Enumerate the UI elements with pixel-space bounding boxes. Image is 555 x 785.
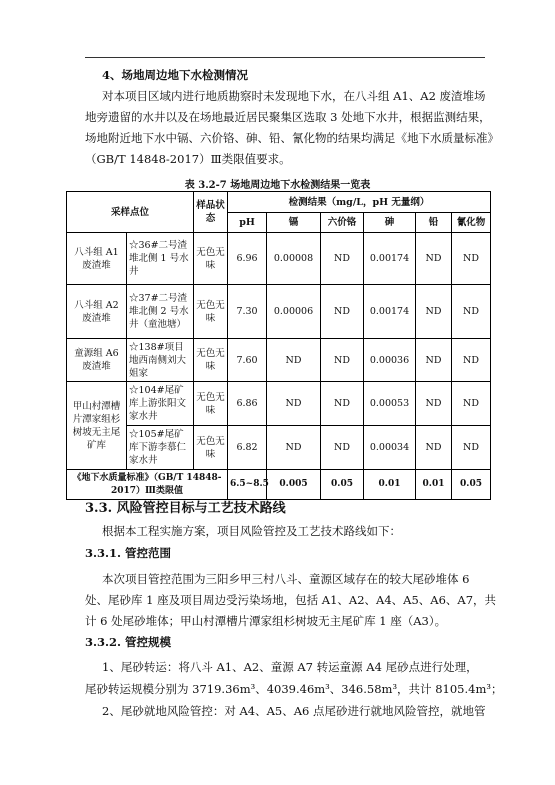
header-results: 检测结果（mg/L，pH 无量纲） (228, 192, 491, 213)
paragraph-line: 本次项目管控范围为三阳乡甲三村八斗、童源区域存在的较大尾砂堆体 6 (102, 572, 470, 586)
table-row (67, 382, 491, 426)
cell-value: ND (321, 382, 364, 426)
cell-value: ND (416, 382, 452, 426)
cell-value: ND (452, 339, 491, 382)
header-col: 氰化物 (452, 213, 491, 233)
header-col: pH (228, 213, 267, 233)
footer-value: 0.01 (364, 470, 416, 500)
table-row (67, 426, 491, 470)
cell-point: ☆138#项目地西南侧刘大姐家 (127, 339, 194, 382)
header-col: 铅 (416, 213, 452, 233)
section-heading: 3.3. 风险管控目标与工艺技术路线 (85, 501, 286, 516)
cell-value: ND (416, 285, 452, 339)
header-point: 采样点位 (67, 192, 194, 233)
cell-state: 无色无味 (194, 285, 228, 339)
cell-value: 0.00006 (267, 285, 321, 339)
cell-value: ND (452, 382, 491, 426)
cell-value: ND (267, 339, 321, 382)
cell-value: ND (452, 285, 491, 339)
cell-area: 甲山村潭槽片潭家组杉树坡无主尾矿库 (67, 382, 127, 470)
cell-value: ND (321, 339, 364, 382)
cell-area: 八斗组 A1 废渣堆 (67, 233, 127, 285)
cell-state: 无色无味 (194, 426, 228, 470)
cell-value: 7.60 (228, 339, 267, 382)
cell-value: 0.00034 (364, 426, 416, 470)
cell-value: ND (416, 233, 452, 285)
paragraph-line: 对本项目区域内进行地质勘察时未发现地下水，在八斗组 A1、A2 废渣堆场 (102, 89, 486, 103)
cell-value: 0.00036 (364, 339, 416, 382)
cell-value: 6.82 (228, 426, 267, 470)
footer-value: 0.01 (416, 470, 452, 500)
cell-point: ☆105#尾矿库下游李慕仁家水井 (127, 426, 194, 470)
table-row (67, 285, 491, 339)
footer-label: 《地下水质量标准》（GB/T 14848-2017）Ⅲ类限值 (67, 470, 228, 500)
cell-value: ND (416, 339, 452, 382)
subsection-heading: 3.3.1. 管控范围 (85, 546, 172, 560)
cell-point: ☆37#二号渣堆北侧 2 号水井（童池塘） (127, 285, 194, 339)
cell-value: ND (267, 426, 321, 470)
paragraph-line: 处、尾砂库 1 座及项目周边受污染场地，包括 A1、A2、A4、A5、A6、A7，共 (85, 593, 497, 607)
table-row (67, 339, 491, 382)
cell-point: ☆36#二号渣堆北侧 1 号水井 (127, 233, 194, 285)
cell-value: ND (321, 285, 364, 339)
cell-area: 童源组 A6 废渣堆 (67, 339, 127, 382)
table-footer-row (67, 470, 491, 500)
cell-value: 6.86 (228, 382, 267, 426)
paragraph-line: 根据本工程实施方案，项目风险管控及工艺技术路线如下： (102, 524, 401, 538)
cell-area: 八斗组 A2 废渣堆 (67, 285, 127, 339)
cell-value: 6.96 (228, 233, 267, 285)
paragraph-line: 计 6 处尾砂堆体；甲山村潭槽片潭家组杉树坡无主尾矿库 1 座（A3）。 (85, 614, 447, 628)
cell-value: 0.00174 (364, 233, 416, 285)
groundwater-results-table (66, 191, 491, 500)
footer-value: 0.05 (452, 470, 491, 500)
section-heading: 4、场地周边地下水检测情况 (102, 68, 249, 82)
cell-value: ND (321, 233, 364, 285)
cell-value: 0.00174 (364, 285, 416, 339)
cell-value: ND (416, 426, 452, 470)
table-caption: 表 3.2-7 场地周边地下水检测结果一览表 (184, 180, 371, 191)
cell-state: 无色无味 (194, 382, 228, 426)
cell-state: 无色无味 (194, 233, 228, 285)
header-state: 样品状态 (194, 192, 228, 233)
paragraph-line: 1、尾砂转运：将八斗 A1、A2、童源 A7 转运童源 A4 尾砂点进行处理， (102, 660, 478, 674)
footer-value: 6.5~8.5 (228, 470, 267, 500)
header-col: 六价铬 (321, 213, 364, 233)
paragraph-line: （GB/T 14848-2017）Ⅲ类限值要求。 (85, 152, 291, 166)
header-col: 砷 (364, 213, 416, 233)
header-rule (85, 57, 485, 58)
footer-value: 0.005 (267, 470, 321, 500)
cell-value: 0.00053 (364, 382, 416, 426)
header-col: 镉 (267, 213, 321, 233)
cell-value: 0.00008 (267, 233, 321, 285)
cell-state: 无色无味 (194, 339, 228, 382)
table-row (67, 233, 491, 285)
paragraph-line: 地旁遗留的水井以及在场地最近居民聚集区选取 3 处地下水井，根据监测结果， (85, 110, 491, 124)
paragraph-line: 2、尾砂就地风险管控：对 A4、A5、A6 点尾砂进行就地风险管控，就地管 (102, 704, 486, 718)
cell-value: ND (452, 233, 491, 285)
cell-value: 7.30 (228, 285, 267, 339)
cell-point: ☆104#尾矿库上游张阳文家水井 (127, 382, 194, 426)
footer-value: 0.05 (321, 470, 364, 500)
subsection-heading: 3.3.2. 管控规模 (85, 635, 172, 649)
cell-value: ND (267, 382, 321, 426)
paragraph-line: 场地附近地下水中镉、六价铬、砷、铅、氰化物的结果均满足《地下水质量标准》 (85, 131, 499, 145)
paragraph-line: 尾砂转运规模分别为 3719.36m³、4039.46m³、346.58m³，共计 8105.4m³； (85, 682, 503, 696)
cell-value: ND (321, 426, 364, 470)
cell-value: ND (452, 426, 491, 470)
